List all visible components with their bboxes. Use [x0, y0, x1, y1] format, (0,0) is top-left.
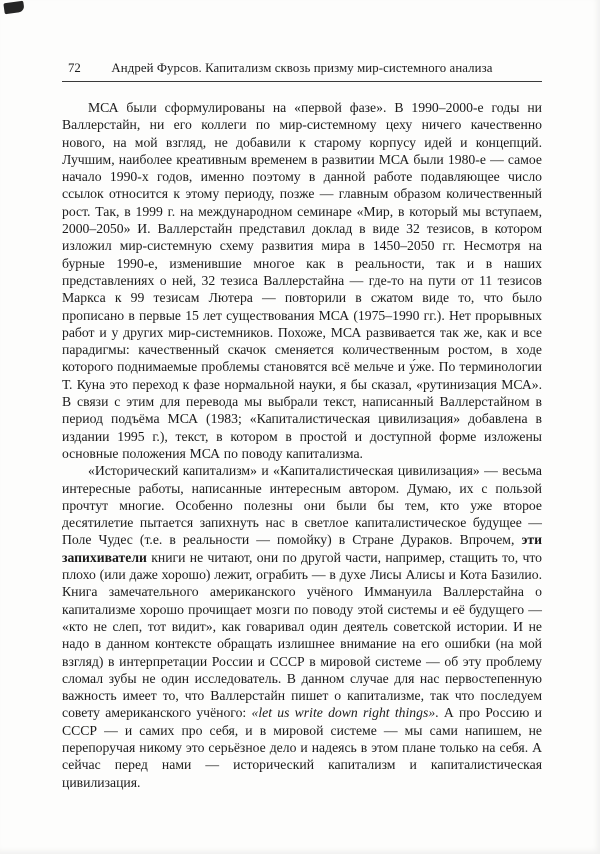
paragraph — [62, 99, 542, 462]
scan-corner-artifact — [3, 1, 24, 15]
text-run: . А про Россию и СССР — и самих про себя, и в мировой системе — мы сами напишем, не перепоручая никому это серьёзное дело и надеясь в этом плане только на себя. А сейчас перед нами — исторический капитализм и капиталистическая цивилизация. — [62, 705, 542, 790]
text-run: книги не читают, они по другой части, например, стащить то, что плохо (или даже хорошо) лежит, ограбить — в духе Лисы Алисы и Кота Базилио. Книга замечательного американского учёного Иммануила Валлерстайна о капитализме хорошо прочищает мозги по поводу этой системы и её будущего — «кто не слеп, тот видит», как говаривал один деятель советской истории. И не надо в данном контексте обращать излишнее внимание на его ошибки (на мой взгляд) в интерпретации России и СССР в мировой системе — об эту проблему сломал зубы не один исследователь. В данном случае для нас первостепенную важность имеет то, что Валлерстайн пишет о капитализме, так что последуем совету американского учёного: — [62, 549, 542, 721]
text-run: МСА были сформулированы на «первой фазе». В 1990–2000-е годы ни Валлерстайн, ни его коллеги по мир-системному цеху ничего качественно нового, на мой взгляд, не добавили к старому корпусу идей и концепций. Лучшим, наиболее креативным временем в развитии МСА были 1980-е — самое начало 1990-х годов, именно поэтому в данной работе подавляющее число ссылок относится к этому периоду, позже — главным образом количественный рост. Так, в 1999 г. на международном семинаре «Мир, в который мы вступаем, 2000–2050» И. Валлерстайн представил доклад в виде 32 тезисов, в котором изложил мир-системную схему развития мира в 1450–2050 гг. Несмотря на бурные 1990-е, изменившие многое как в реальности, так и в наших представлениях о ней, 32 тезиса Валлерстайна — где-то на пути от 11 тезисов Маркса к 99 тезисам Лютера — повторили в сжатом виде то, что было прописано в первые 15 лет существования МСА (1975–1990 гг.). Нет прорывных работ и у других мир-системников. Похоже, МСА развивается так же, как и все парадигмы: качественный скачок сменяется количественным ростом, в ходе которого поднимаемые проблемы становятся всё мельче и у́же. По терминологии Т. Куна это переход к фазе нормальной науки, я бы сказал, «рутинизация МСА». В связи с этим для перевода мы выбрали текст, написанный Валлерстайном в период подъёма МСА (1983; «Капиталистическая цивилизация» добавлена в издании 1995 г.), текст, в котором в простой и доступной форме изложены основные положения МСА по поводу капитализма. — [62, 100, 542, 461]
paragraph — [62, 462, 542, 791]
page-header — [62, 60, 542, 76]
header-rule — [62, 81, 542, 82]
page-number: 72 — [68, 61, 81, 75]
italic-text-run: «let us write down right things» — [251, 705, 436, 721]
text-run: «Исторический капитализм» и «Капиталистическая цивилизация» — весьма интересные работы, написанные интересным автором. Думаю, их с пользой прочтут многие. Особенно полезны они были бы тем, кто уже второе десятилетие пытается запихнуть нас в светлое капиталистическое будущее — Поле Чудес (т.е. в реальности — помойку) в Стране Дураков. Впрочем, — [62, 463, 542, 548]
running-title: Андрей Фурсов. Капитализм сквозь призму мир-системного анализа — [111, 61, 493, 75]
bold-text-run: эти запихиватели — [62, 532, 542, 565]
page-body — [62, 99, 542, 791]
